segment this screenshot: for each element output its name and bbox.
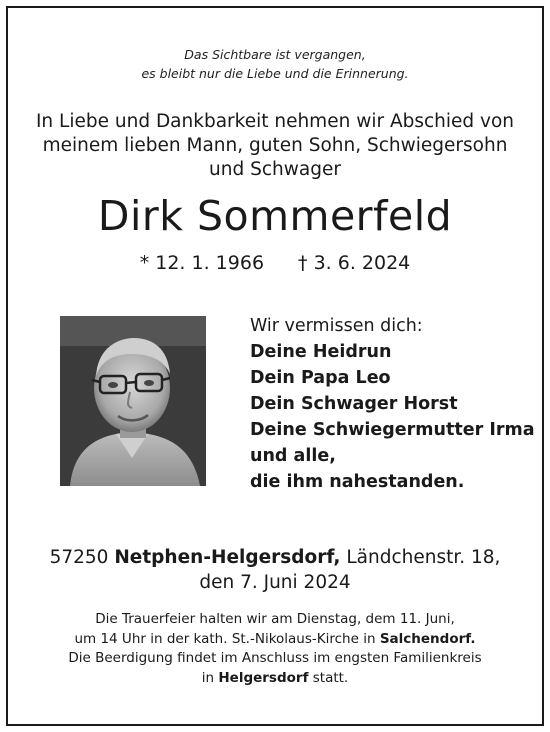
info-line-2-text: um 14 Uhr in der kath. St.-Nikolaus-Kirche in (74, 630, 376, 647)
mourner-wife: Deine Heidrun (250, 342, 392, 362)
info-line-2 (0, 630, 550, 650)
death-date: † 3. 6. 2024 (298, 252, 411, 274)
mourner-mother-in-law: Deine Schwiegermutter Irma (250, 420, 535, 440)
mourner-father: Dein Papa Leo (250, 368, 391, 388)
address-street: Ländchenstr. 18, (346, 547, 501, 568)
mourner-others-line-1: und alle, (250, 446, 336, 466)
address-line (0, 545, 550, 570)
portrait-photo (60, 316, 206, 486)
mourner-others-line-2: die ihm nahestanden. (250, 472, 465, 492)
info-line-4-post: statt. (312, 669, 349, 686)
info-line-4 (0, 669, 550, 689)
portrait-illustration (60, 316, 206, 486)
funeral-info (0, 610, 550, 688)
intro-line-1: In Liebe und Dankbarkeit nehmen wir Abschied von (35, 111, 515, 132)
address-postcode: 57250 (49, 547, 109, 568)
mourners-lead: Wir vermissen dich: (250, 316, 423, 336)
life-dates (0, 250, 550, 276)
birth-date: * 12. 1. 1966 (139, 252, 265, 274)
memorial-quote (0, 45, 550, 83)
notice-date: den 7. Juni 2024 (199, 572, 351, 593)
burial-town: Helgersdorf (218, 669, 309, 686)
family-address (0, 545, 550, 595)
intro-line-3: und Schwager (209, 159, 341, 180)
quote-line-2: es bleibt nur die Liebe und die Erinnerung. (141, 66, 409, 81)
church-town: Salchendorf. (379, 630, 476, 647)
deceased-name: Dirk Sommerfeld (97, 192, 453, 240)
quote-line-1: Das Sichtbare ist vergangen, (184, 47, 366, 62)
intro-line-2: meinem lieben Mann, guten Sohn, Schwiegersohn (42, 135, 508, 156)
mourners-list (250, 313, 540, 495)
mourner-brother-in-law: Dein Schwager Horst (250, 394, 458, 414)
info-line-3: Die Beerdigung findet im Anschluss im engsten Familienkreis (68, 650, 482, 666)
address-town: Netphen-Helgersdorf, (114, 547, 341, 568)
info-line-4-pre: in (201, 669, 215, 686)
info-line-1: Die Trauerfeier halten wir am Dienstag, dem 11. Juni, (95, 611, 455, 627)
farewell-intro (0, 110, 550, 182)
